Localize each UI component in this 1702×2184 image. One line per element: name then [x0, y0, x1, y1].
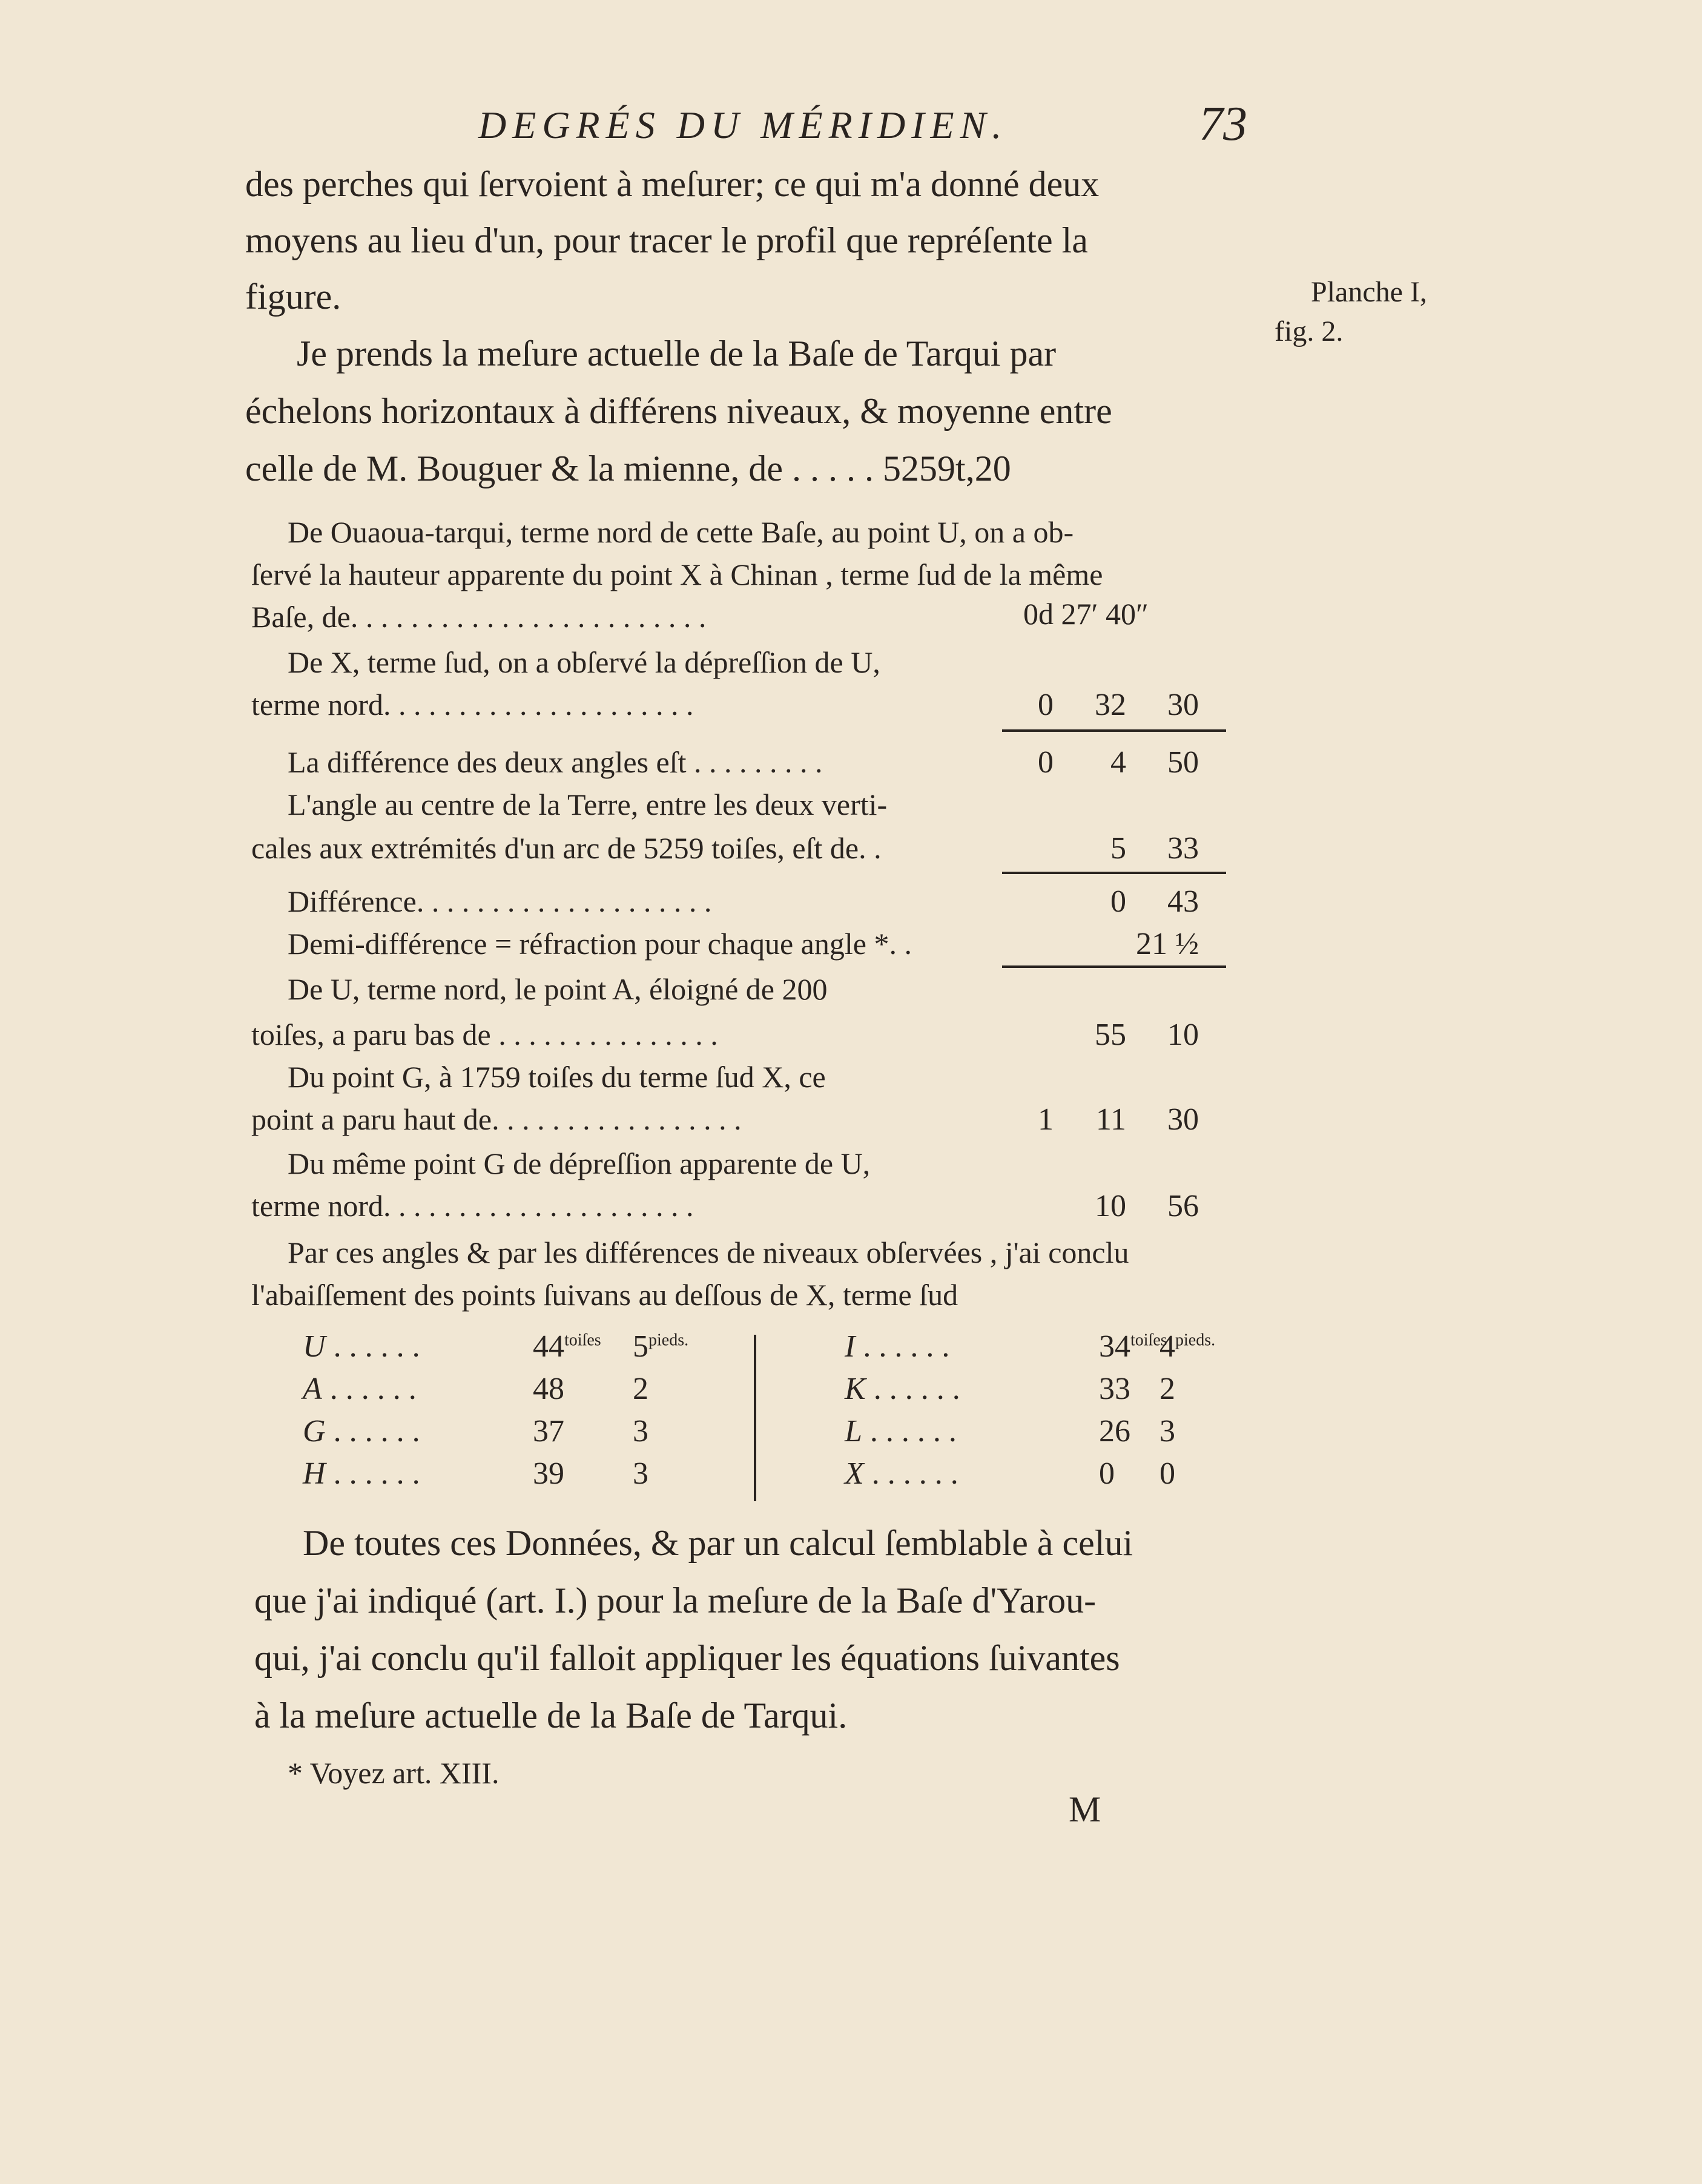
obs-line11: De U, terme nord, le point A, éloigné de 200 — [288, 972, 828, 1006]
obs-value-3-min: 4 — [1110, 745, 1126, 780]
obs-line13: Du point G, à 1759 toiſes du terme ſud X, ce — [288, 1060, 826, 1094]
obs-value-6: 21 ½ — [1136, 927, 1199, 961]
level-toises: 0 — [1099, 1456, 1115, 1491]
level-toises: 48 — [533, 1372, 564, 1406]
levels-divider — [754, 1335, 756, 1501]
para1-line1: des perches qui ſervoient à meſurer; ce qui m'a donné deux — [245, 164, 1100, 204]
para3-line3: qui, j'ai conclu qu'il falloit appliquer les équations ſuivantes — [254, 1638, 1120, 1678]
level-row: L . . . . . . — [845, 1414, 957, 1449]
obs-value-3-sec: 50 — [1167, 745, 1199, 780]
level-pieds: 2 — [633, 1372, 648, 1406]
obs-line2: ſervé la hauteur apparente du point X à Chinan , terme ſud de la même — [251, 558, 1103, 591]
page-number: 73 — [1199, 97, 1247, 151]
obs-line17: Par ces angles & par les différences de niveaux obſervées , j'ai conclu — [288, 1235, 1129, 1269]
level-toises: 37 — [533, 1414, 564, 1449]
obs-line4: De X, terme ſud, on a obſervé la dépreſſion de U, — [288, 645, 880, 679]
level-pieds: $4^{pieds.}$ — [1159, 1329, 1216, 1364]
level-pieds: 3 — [1159, 1414, 1175, 1449]
para2-line3: celle de M. Bouguer & la mienne, de . . . . . 5259t,20 — [245, 449, 1011, 488]
obs-line6: La différence des deux angles eſt . . . . . . . . . — [288, 745, 823, 779]
obs-line8: cales aux extrémités d'un arc de 5259 toiſes, eſt de. . — [251, 831, 882, 865]
obs-value-8-sec: 30 — [1167, 1102, 1199, 1137]
obs-value-3-deg: 0 — [1038, 745, 1054, 780]
level-row: A . . . . . . — [303, 1372, 417, 1406]
obs-value-4-min: 5 — [1110, 831, 1126, 866]
level-pieds: 3 — [633, 1414, 648, 1449]
obs-line9: Différence. . . . . . . . . . . . . . . . . . . . — [288, 884, 712, 918]
obs-value-5-sec: 43 — [1167, 884, 1199, 919]
obs-value-2-sec: 30 — [1167, 688, 1199, 722]
level-toises: 33 — [1099, 1372, 1130, 1406]
obs-value-8-min: 11 — [1095, 1102, 1126, 1137]
obs-line5: terme nord. . . . . . . . . . . . . . . . . . . . . — [251, 688, 694, 722]
obs-value-2-min: 32 — [1095, 688, 1126, 722]
margin-note-plate: Planche I, — [1311, 276, 1427, 308]
level-row: X . . . . . . — [845, 1456, 958, 1491]
level-row: G . . . . . . — [303, 1414, 420, 1449]
obs-line3: Baſe, de. . . . . . . . . . . . . . . . . . . . . . . . — [251, 600, 707, 634]
para3-line1: De toutes ces Données, & par un calcul ſemblable à celui — [303, 1523, 1133, 1563]
unit-toises: toiſes — [564, 1330, 601, 1350]
level-pieds: 0 — [1159, 1456, 1175, 1491]
obs-value-5-min: 0 — [1110, 884, 1126, 919]
obs-line18: l'abaiſſement des points ſuivans au deſſous de X, terme ſud — [251, 1278, 958, 1312]
footnote: * Voyez art. XIII. — [288, 1756, 500, 1790]
obs-line10: Demi-différence = réfraction pour chaque angle *. . — [288, 927, 912, 961]
obs-value-4-sec: 33 — [1167, 831, 1199, 866]
level-toises: 39 — [533, 1456, 564, 1491]
obs-line12: toiſes, a paru bas de . . . . . . . . . . . . . . . — [251, 1018, 718, 1051]
level-point: U — [303, 1329, 326, 1364]
para1-line3: figure. — [245, 277, 341, 317]
obs-line7: L'angle au centre de la Terre, entre les deux verti- — [288, 788, 888, 821]
level-toises: $44^{toiſes}$ — [533, 1329, 601, 1364]
sum-rule-1 — [1002, 729, 1226, 732]
obs-value-8-deg: 1 — [1038, 1102, 1054, 1137]
obs-value-7-sec: 10 — [1167, 1018, 1199, 1052]
para3-line4: à la meſure actuelle de la Baſe de Tarqui. — [254, 1696, 848, 1735]
obs-value-9-min: 10 — [1095, 1189, 1126, 1223]
obs-value-9-sec: 56 — [1167, 1189, 1199, 1223]
running-header-title: DEGRÉS DU MÉRIDIEN. — [478, 104, 1008, 146]
obs-line15: Du même point G de dépreſſion apparente de U, — [288, 1146, 871, 1180]
unit-pieds: pieds. — [648, 1330, 689, 1350]
para1-line2: moyens au lieu d'un, pour tracer le profil que repréſente la — [245, 220, 1088, 260]
level-row: I . . . . . . — [845, 1329, 950, 1364]
level-row: K . . . . . . — [845, 1372, 960, 1406]
level-row: H . . . . . . — [303, 1456, 420, 1491]
obs-line14: point a paru haut de. . . . . . . . . . . . . . . . . — [251, 1102, 742, 1136]
para2-line1: Je prends la meſure actuelle de la Baſe de Tarqui par — [297, 334, 1057, 373]
obs-value-7-min: 55 — [1095, 1018, 1126, 1052]
para3-line2: que j'ai indiqué (art. I.) pour la meſure de la Baſe d'Yarou- — [254, 1580, 1097, 1620]
level-row — [303, 1329, 420, 1364]
signature-mark: M — [1069, 1789, 1101, 1829]
sum-rule-2 — [1002, 872, 1226, 874]
obs-value-2-deg: 0 — [1038, 688, 1054, 722]
margin-note-figure: fig. 2. — [1275, 315, 1344, 347]
level-toises: $34^{toiſes}$ — [1099, 1329, 1167, 1364]
level-pieds: 3 — [633, 1456, 648, 1491]
sum-rule-3 — [1002, 965, 1226, 968]
obs-value-1: 0d 27′ 40″ — [1023, 597, 1149, 631]
obs-line16: terme nord. . . . . . . . . . . . . . . . . . . . . — [251, 1189, 694, 1223]
para2-line2: échelons horizontaux à différens niveaux, & moyenne entre — [245, 391, 1112, 431]
level-dots: . . . . . . — [333, 1329, 420, 1364]
level-toises: 26 — [1099, 1414, 1130, 1449]
level-pieds: 2 — [1159, 1372, 1175, 1406]
obs-line1: De Ouaoua-tarqui, terme nord de cette Baſe, au point U, on a ob- — [288, 515, 1074, 549]
level-pieds: $5^{pieds.}$ — [633, 1329, 689, 1364]
